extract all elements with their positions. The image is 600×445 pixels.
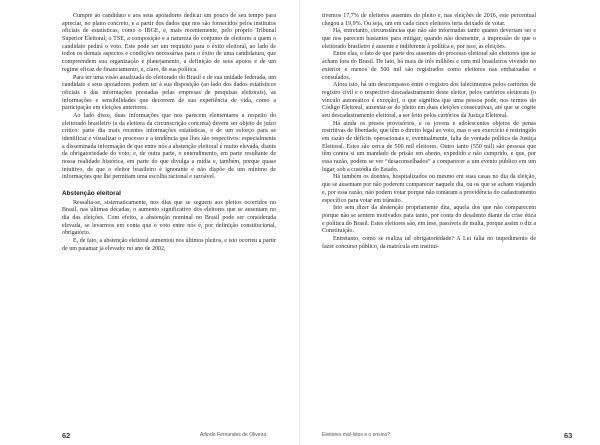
right-page [300, 0, 600, 445]
paragraph: Entretanto, como se realiza tal obrigatoriedade? A Lei falta no impedimento de fazer concurso público, da matrícula em institui- [322, 235, 536, 250]
running-head: Eleitores mal-lidos e o ensino? [322, 432, 391, 438]
paragraph: Há, entretanto, circunstâncias que não são informadas tanto quanto deveriam ser e que nos parecem bastantes para mitigar, quando não desmentir, a impressão de que o eleitorado brasileiro é ausente e indiferente à política e, por isso, às eleições. [322, 28, 536, 50]
running-head: Arlindo Fernandes de Oliveira [200, 432, 267, 438]
left-text-column [62, 13, 276, 254]
right-text-column [322, 13, 536, 251]
paragraph: E, de fato, a abstenção eleitoral aumentou nos últimos pleitos, e isto ocorreu a partir de um patamar já elevado: no ano de 2002, [62, 238, 276, 252]
paragraph: Há também os doentes, hospitalizados ou mesmo em suas casas no dia da eleição, que se ausentam por não poderem comparecer naquele dia, ou os que se acham viajando e, por essa razão, não podem votar porque não tomaram a providência do cadastramento específico para votar em trânsito. [322, 174, 536, 204]
paragraph: Há ainda os presos provisórios, e os jovens e adolescentes objetos de penas restritivas de liberdade, que têm o direito legal ao voto, mas o seu exercício é restringido em razão de déficits operacionais e, eventualmente, falta de vontade política da Justiça Eleitoral. Estes são cerca de 500 mil eleitores. Outro tanto (550 mil) são pessoas que têm contra si um mandado de prisão em aberto, expedido e não cumprido, e que, por essa razão, podem se ver “desaconselhados” a comparecer a um evento público em um lugar, sob a custódia do Estado. [322, 120, 536, 173]
paragraph: Ressalta-se, sistematicamente, nos dias que se seguem aos pleitos ocorridos no Brasil, nas últimas décadas, o aumento significativo dos eleitores que se ausentam no dia das eleições. Com efeito, a abstenção nominal no Brasil pode ser considerada elevada, se levarmos em conta que o voto entre nós é, por definição constitucional, obrigatório. [62, 199, 276, 237]
paragraph: Ao lado disso, duas informações que nos parecem elementares a respeito do eleitorado brasileiro (e da eleitora da circunscrição concreta) devem ser objeto de juízo crítico: parte dia mais recentes informações estatísticas, e de um esforço para se identificar e visualizar o processo e a tendência que lhes são respectivos: especialmente a disseminada informação de que entre nós a abstenção eleitoral é muito elevada, diante da obrigatoriedade do voto; e, de outra parte, o entendimento, em parte resultante de nossa realidade histórica, em parte do que divulga a mídia e, também, porque quase intuitivo, de que o eleitor brasileiro é ignorante e não dispõe de um mínimo de informações que lhe permitam uma escolha racional e razoável. [62, 112, 276, 181]
paragraph: tivemos 17,7% de eleitores ausentes do pleito e, nas eleições de 2016, este percentual chegou a 19,9%. Ou seja, um em cada cinco eleitores teria deixado de votar. [322, 13, 536, 27]
paragraph: Para ter uma visão atualizada do eleitorado do Brasil e de sua unidade federada, um candidato e seus apoiadores podem ter à sua disposição (ao lado dos dados estatísticos oficiais e das informações prestadas pelas empresas de pesquisas eleitorais), as informações e sensibilidades que decorrem de sua experiência de vida, como a participação em eleições anteriores. [62, 74, 276, 112]
section-heading: Abstenção eleitoral [62, 190, 121, 198]
page-number: 63 [564, 431, 573, 440]
paragraph: Cumpre ao candidato e aos seus apoiadores dedicar um pouco de seu tempo para apreciar, no plano concreto, e a partir dos dados que nos são fornecidos pelos institutos oficiais de estatísticas, como o IBGE, e, mais recentemente, pelo próprio Tribunal Superior Eleitoral, o TSE, a composição e a natureza do conjunto de eleitores a quem o candidato pedirá o voto. Este pode ser um requisito para o êxito eleitoral, ao lado de todos os demais aspectos e condições necessárias para o êxito de uma candidatura, que compreendem sua organização e planejamento, a definição de seus apoios e de um regime eficaz de financiamento, e, claro, de sua política. [62, 13, 276, 73]
paragraph: Isto sem dizer da abstenção propriamente dita, aquela dos que não comparecem porque não se sentem motivados para tanto, por conta do desalento diante da crise ética e política do Brasil. Estes eleitores são, em tese, passíveis de multa, porque assim o diz a Constituição. [322, 205, 536, 235]
paragraph: Afora isto, há um descompasso entre o registro dos falecimentos pelos cartórios de registro civil e o respectivo descadastramento deste eleitor, pelos cartórios eleitorais (o vínculo automático é exceção), o que significa que uma pessoa pode, nos termos do Código Eleitoral, ausentar-se do pleito em duas eleições consecutivas, até que se cogite seu descadastramento eleitoral, a ser feito pelos cartórios da Justiça Eleitoral. [322, 82, 536, 119]
paragraph: Entre elas, o fato de que parte dos ausentes do processo eleitoral são eleitores que se acham fora do Brasil. De fato, há mais de três milhões e cem mil brasileiros vivendo no exterior e menos de 500 mil são registrados como eleitores nas embaixadas e consulados. [322, 51, 536, 81]
page-number: 62 [62, 431, 71, 440]
